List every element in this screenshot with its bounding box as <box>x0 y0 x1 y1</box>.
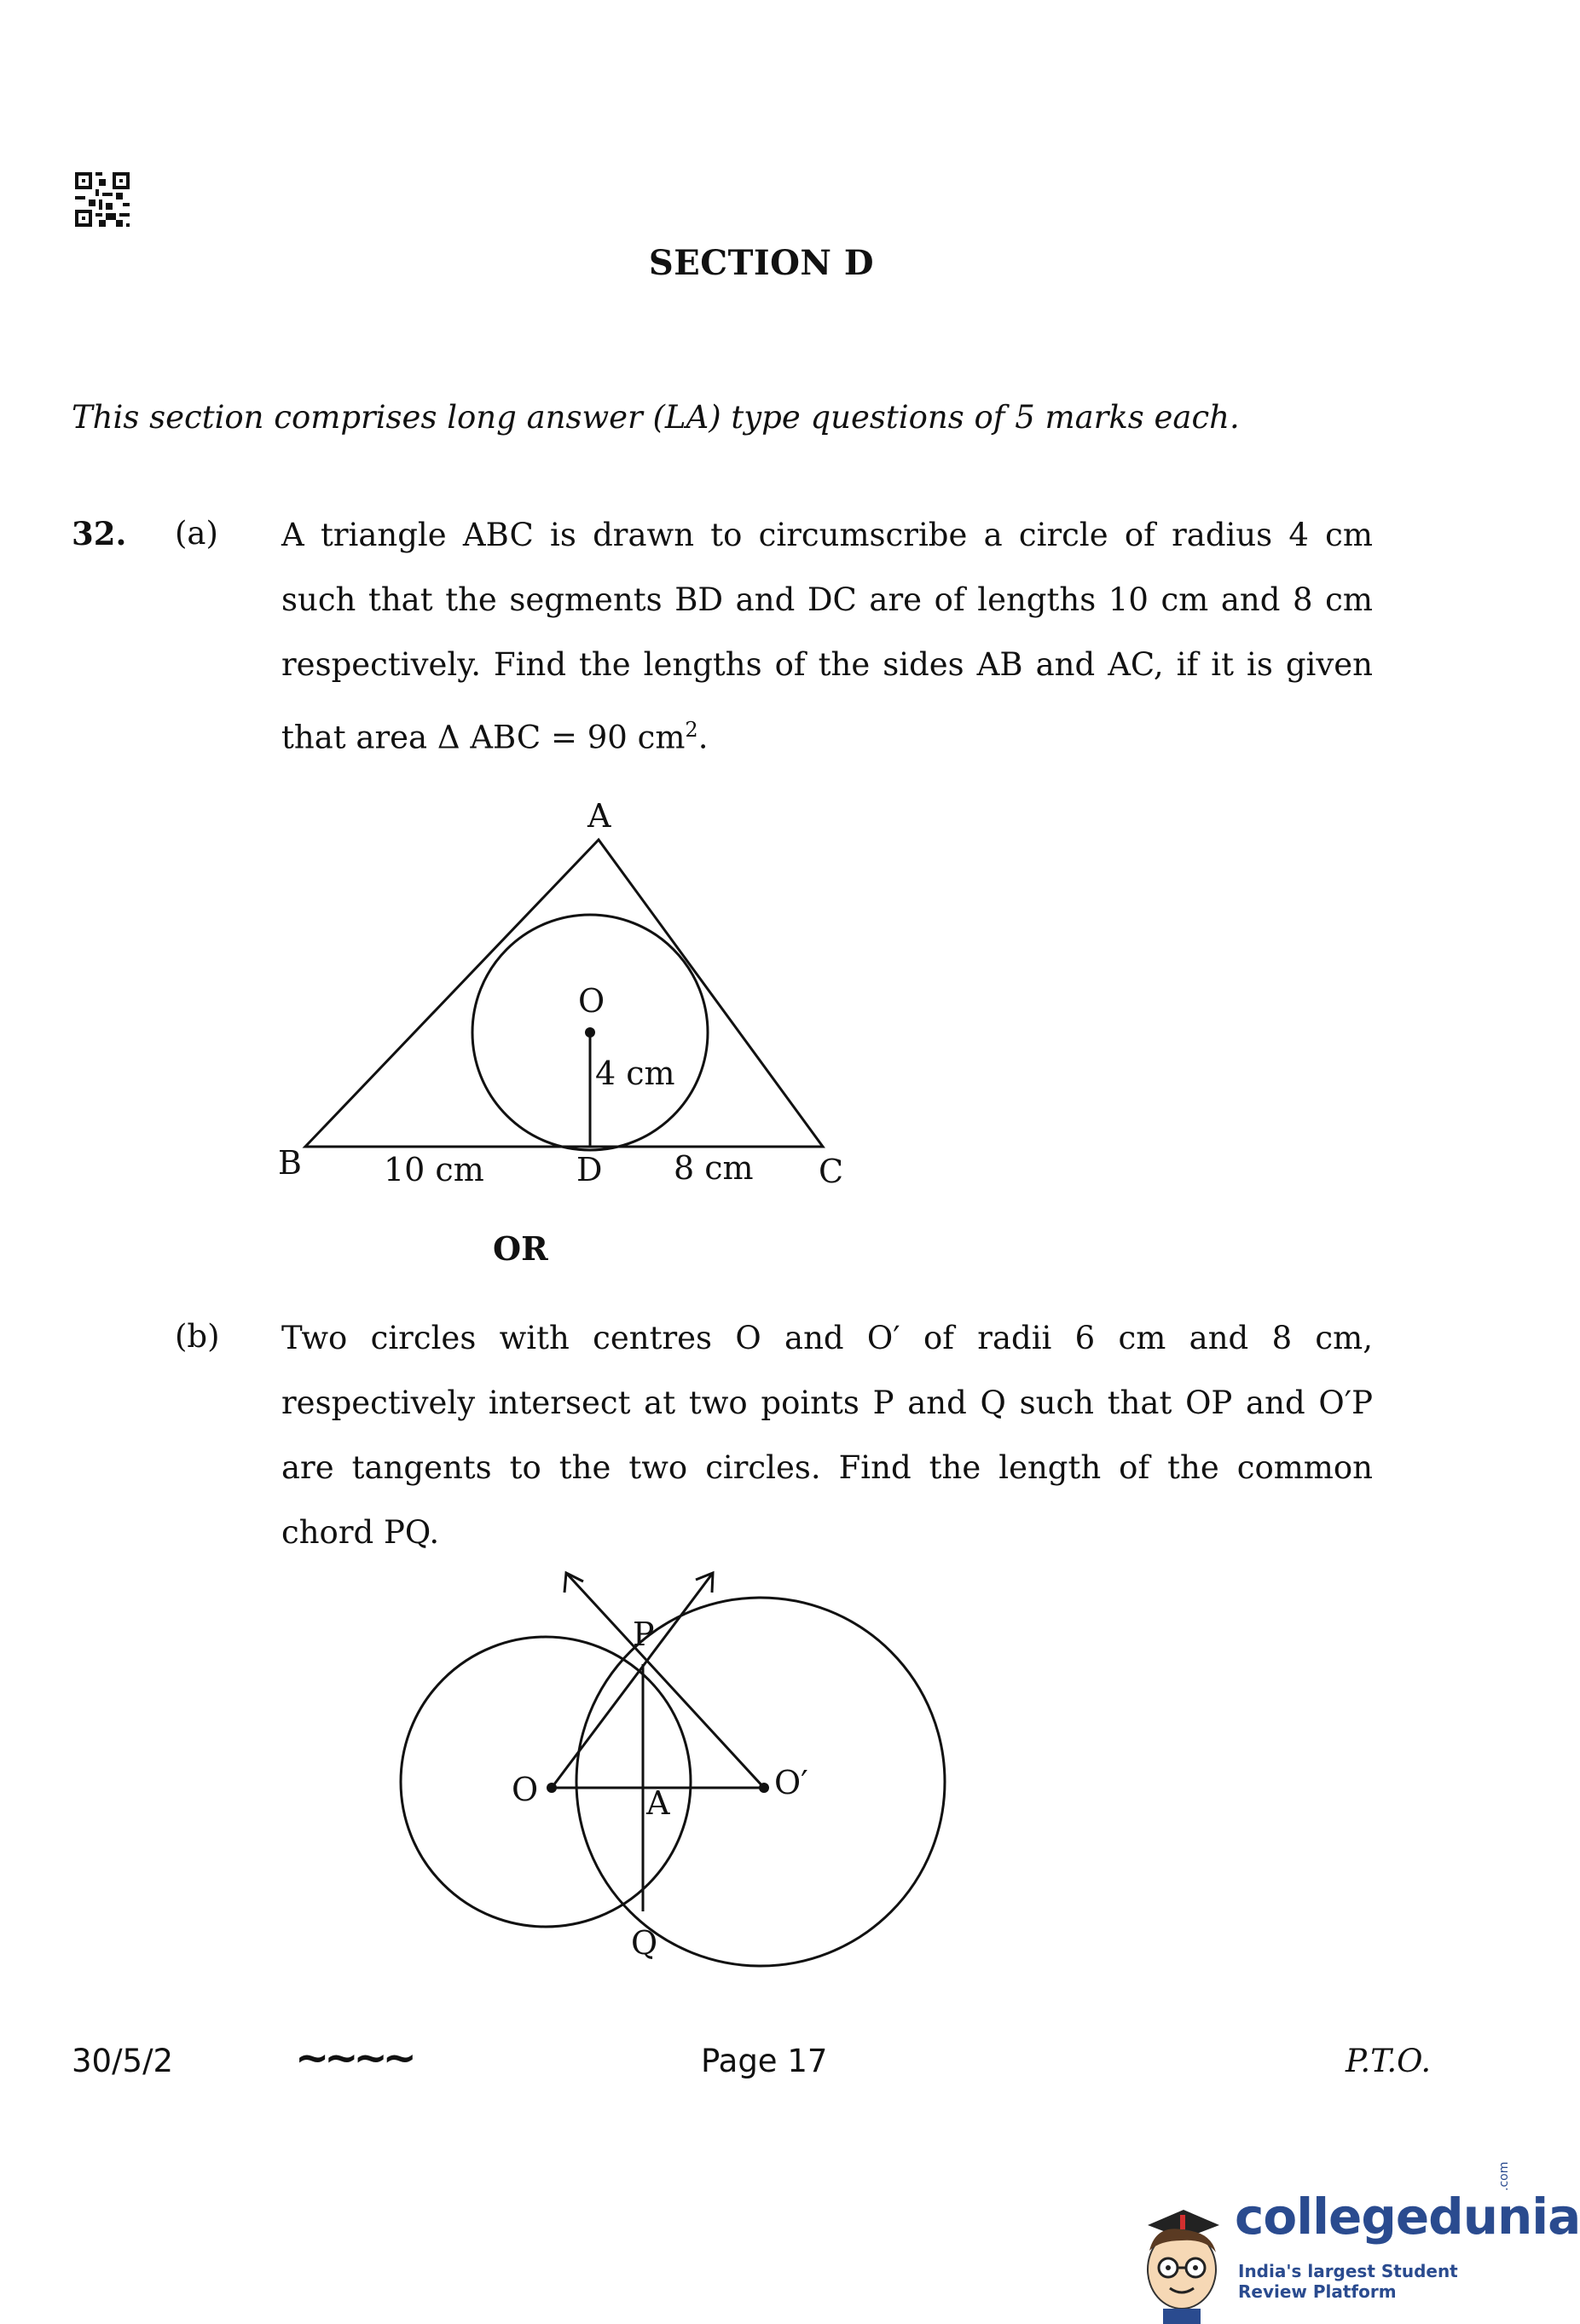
label-c: C <box>819 1153 844 1190</box>
label-p: P <box>633 1616 655 1653</box>
paper-code: 30/5/2 <box>72 2043 174 2079</box>
label-a: A <box>646 1784 670 1822</box>
qr-code <box>75 172 130 227</box>
label-a: A <box>587 797 611 835</box>
part-a-text: A triangle ABC is drawn to circumscribe a circle of radius 4 cm such that the segments BD and DC are of lengths 10 cm and 8 cm respectively. Find the lengths of the sides AB and AC, if it is given that area Δ ABC = 90 $cm^2$. <box>281 517 1373 756</box>
label-radius: 4 cm <box>595 1055 675 1092</box>
label-o: O <box>512 1771 539 1808</box>
question-number: 32. <box>72 515 127 552</box>
or-divider: OR <box>493 1229 548 1268</box>
center-o-dot <box>585 1027 595 1038</box>
page-number: Page 17 <box>701 2043 828 2079</box>
label-bd-length: 10 cm <box>384 1151 484 1188</box>
part-b-text: Two circles with centres O and O′ of radii 6 cm and 8 cm, respectively intersect at two points P and Q such that OP and O′P are tangents to the two circles. Find the length of the common chord PQ. <box>281 1320 1373 1551</box>
part-b-label: (b) <box>175 1318 220 1355</box>
figure-intersecting-circles <box>375 1552 955 1978</box>
section-intro: This section comprises long answer (LA) type questions of 5 marks each. <box>72 399 1240 436</box>
brand-domain: .com <box>1497 2161 1511 2191</box>
triangle-abc <box>305 840 823 1147</box>
circle-o-prime <box>576 1598 945 1966</box>
figure-triangle-incircle <box>256 789 870 1198</box>
superscript-2: 2 <box>685 718 698 742</box>
label-d: D <box>576 1151 603 1188</box>
label-b: B <box>278 1144 302 1182</box>
part-a-label: (a) <box>175 515 218 552</box>
brand-tagline: India's largest Student Review Platform <box>1238 2261 1458 2302</box>
footer-ornament: ~~~~ <box>295 2034 412 2082</box>
label-q: Q <box>631 1924 658 1962</box>
section-title: SECTION D <box>648 243 875 283</box>
center-o-dot <box>547 1783 557 1793</box>
mascot-logo <box>1134 2200 1228 2324</box>
label-o: O <box>578 982 605 1020</box>
brand-name: collegedunia <box>1235 2188 1580 2246</box>
center-o-prime-dot <box>759 1783 769 1793</box>
circle-o <box>401 1637 691 1927</box>
label-o-prime: O′ <box>774 1764 808 1801</box>
tangent-o-prime-p <box>566 1573 764 1788</box>
label-dc-length: 8 cm <box>674 1149 754 1187</box>
pto-note: P.T.O. <box>1346 2043 1432 2079</box>
